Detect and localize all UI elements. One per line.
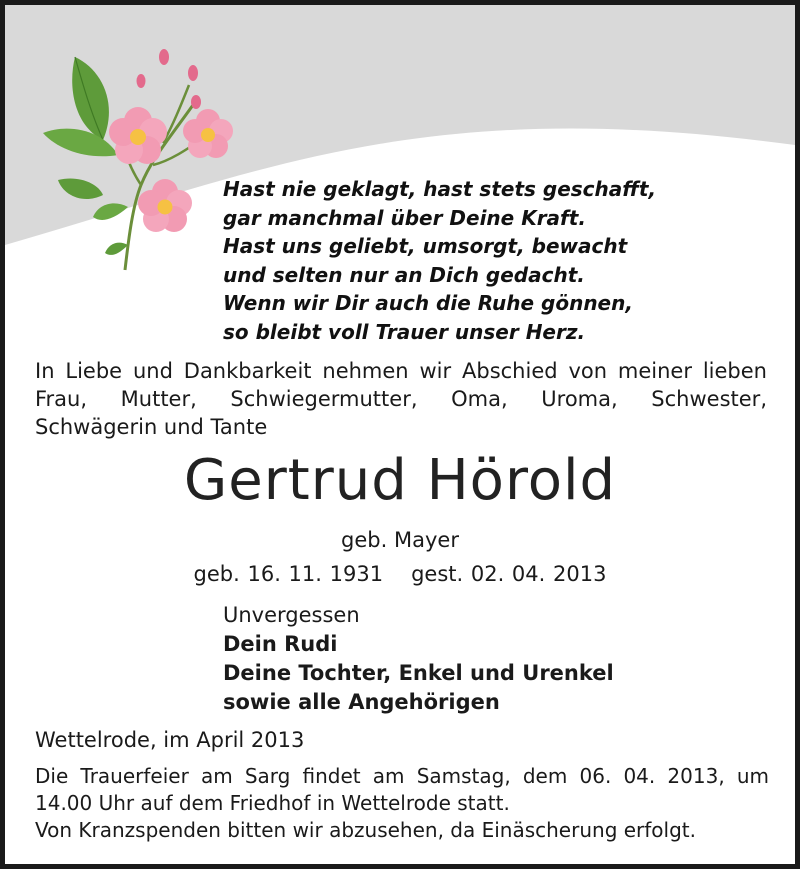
place-date: Wettelrode, im April 2013 xyxy=(35,728,305,752)
intro-text xyxy=(35,357,767,441)
mourner-line: sowie alle Angehörigen xyxy=(223,690,500,714)
mourner-line: Dein Rudi xyxy=(223,632,338,656)
mourners-heading: Unvergessen xyxy=(223,603,360,627)
poem-line: Hast nie geklagt, hast stets geschafft, xyxy=(223,177,657,201)
notice-line: Die Trauerfeier am Sarg findet am Samstag, dem 06. 04. 2013, um xyxy=(35,764,769,788)
intro-line: Frau, Mutter, Schwiegermutter, Oma, Uroma, Schwester, xyxy=(35,387,767,411)
notice-line: 14.00 Uhr auf dem Friedhof in Wettelrode statt. xyxy=(35,791,510,815)
funeral-notice xyxy=(35,763,769,844)
intro-line: Schwägerin und Tante xyxy=(35,415,268,439)
poem-line: so bleibt voll Trauer unser Herz. xyxy=(223,319,586,344)
poem xyxy=(223,175,656,347)
poem-line: und selten nur an Dich gedacht. xyxy=(223,262,585,287)
death-date: gest. 02. 04. 2013 xyxy=(411,562,607,586)
notice-line: Von Kranzspenden bitten wir abzusehen, da Einäscherung erfolgt. xyxy=(35,818,696,842)
intro-line: In Liebe und Dankbarkeit nehmen wir Abschied von meiner lieben xyxy=(35,359,767,383)
mourners-block xyxy=(223,601,614,717)
life-dates xyxy=(5,562,795,586)
poem-line: Wenn wir Dir auch die Ruhe gönnen, xyxy=(223,291,633,316)
maiden-name: geb. Mayer xyxy=(341,528,459,552)
poem-line: Hast uns geliebt, umsorgt, bewacht xyxy=(223,234,628,259)
mourner-line: Deine Tochter, Enkel und Urenkel xyxy=(223,661,614,685)
deceased-name: Gertrud Hörold xyxy=(183,448,617,513)
wild-rose-flower-icon xyxy=(33,45,243,275)
birth-date: geb. 16. 11. 1931 xyxy=(193,562,384,586)
poem-line: gar manchmal über Deine Kraft. xyxy=(223,205,586,230)
